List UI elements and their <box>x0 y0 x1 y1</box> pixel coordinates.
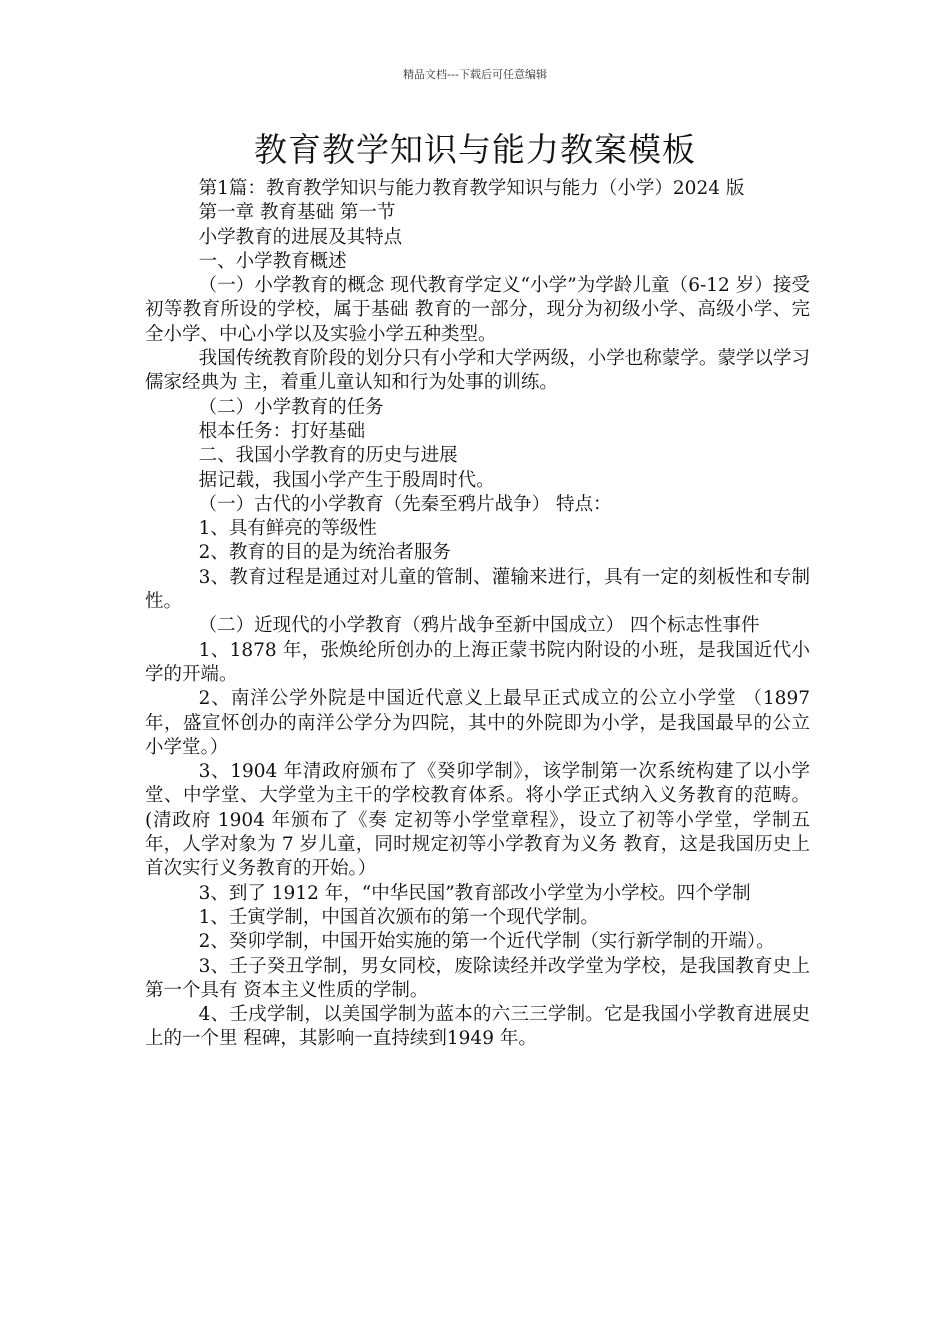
header-note: 精品文档---下载后可任意编辑 <box>403 68 547 81</box>
list-item-system-2: 2、癸卯学制，中国开始实施的第一个近代学制（实行新学制的开端）。 <box>198 931 775 953</box>
subheading-task: （二）小学教育的任务 <box>198 396 384 418</box>
list-item-ancient-3: 3、教育过程是通过对儿童的管制、灌输来进行，具有一定的刻板性和专制性。 <box>145 566 810 613</box>
paragraph-concept: （一）小学教育的概念 现代教育学定义“小学”为学龄儿童（6-12 岁）接受初等教育所设的学校，属于基础 教育的一部分，现分为初级小学、高级小学、完全小学、中心小学以及实验小学五种类型。 <box>145 275 810 345</box>
paragraph-basic-task: 根本任务：打好基础 <box>198 420 366 442</box>
chapter-heading: 第一章 教育基础 第一节 <box>198 202 396 224</box>
document-body <box>145 177 810 1052</box>
list-item-ancient-2: 2、教育的目的是为统治者服务 <box>198 542 451 564</box>
list-item-system-1: 1、壬寅学制，中国首次颁布的第一个现代学制。 <box>198 906 599 928</box>
list-item-modern-4: 3、到了 1912 年，“中华民国”教育部改小学堂为小学校。四个学制 <box>198 882 751 904</box>
subheading-ancient: （一）古代的小学教育（先秦至鸦片战争） 特点： <box>198 493 612 515</box>
subsection-heading-1: 一、小学教育概述 <box>198 250 347 272</box>
list-item-modern-1: 1、1878 年，张焕纶所创办的上海正蒙书院内附设的小班，是我国近代小学的开端。 <box>145 639 810 685</box>
paragraph-origin: 据记载，我国小学产生于殷周时代。 <box>198 469 495 491</box>
list-item-modern-2: 2、南洋公学外院是中国近代意义上最早正式成立的公立小学堂 （1897 年，盛宣怀创办的南洋公学分为四院，其中的外院即为小学，是我国最早的公立小学堂。） <box>145 688 810 758</box>
subsection-heading-2: 二、我国小学教育的历史与进展 <box>198 445 458 467</box>
list-item-modern-3: 3、1904 年清政府颁布了《癸卯学制》，该学制第一次系统构建了以小学堂、中学堂、大学堂为主干的学校教育体系。将小学正式纳入义务教育的范畴。(清政府 1904 年颁布了《奏 定初等小学堂章程》，设立了初等小学堂，学制五年，人学对象为 7 岁儿童，同时规定初等小学教育为义务 教育，这是我国历史上首次实行义务教育的开始。） <box>145 761 810 880</box>
list-item-system-4: 4、壬戌学制，以美国学制为蓝本的六三三学制。它是我国小学教育进展史上的一个里 程碑，其影响一直持续到1949 年。 <box>145 1004 810 1050</box>
paragraph-traditional: 我国传统教育阶段的划分只有小学和大学两级，小学也称蒙学。蒙学以学习儒家经典为 主，着重儿童认知和行为处事的训练。 <box>145 348 810 394</box>
paragraph-1: 第1篇：教育教学知识与能力教育教学知识与能力（小学）2024 版 <box>198 178 745 199</box>
list-item-ancient-1: 1、具有鲜亮的等级性 <box>198 518 377 540</box>
document-title: 教育教学知识与能力教案模板 <box>254 130 696 169</box>
subheading-modern: （二）近现代的小学教育（鸦片战争至新中国成立） 四个标志性事件 <box>198 615 760 637</box>
list-item-system-3: 3、壬子癸丑学制，男女同校，废除读经并改学堂为学校，是我国教育史上第一个具有 资本主义性质的学制。 <box>145 955 810 1001</box>
section-heading: 小学教育的进展及其特点 <box>198 226 403 248</box>
